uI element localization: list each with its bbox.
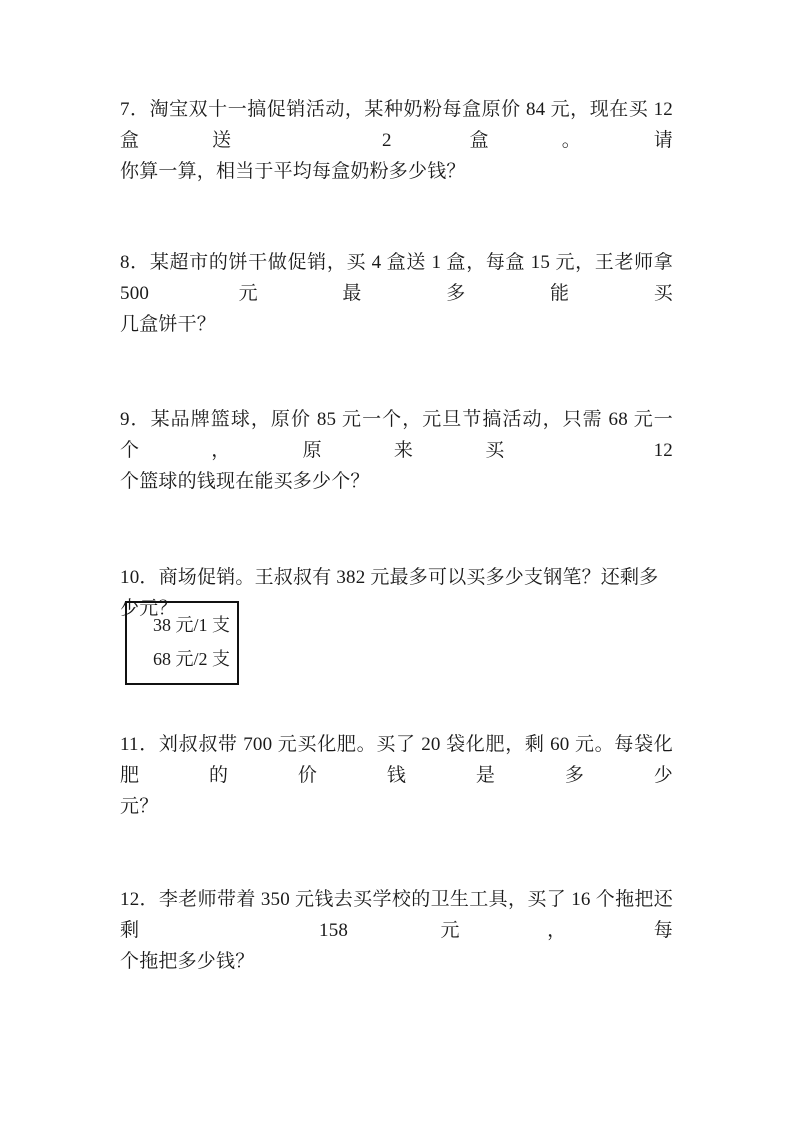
question-11-line-1: 11．刘叔叔带 700 元买化肥。买了 20 袋化肥，剩 60 元。每袋化肥的价钱是多少 [120,734,673,786]
price-box [125,601,239,685]
question-9-line-2: 个篮球的钱现在能买多少个？ [120,471,370,492]
question-8-line-1: 8．某超市的饼干做促销，买 4 盒送 1 盒，每盒 15 元，王老师拿 500 元最多能买 [120,252,673,304]
question-11 [120,729,673,822]
question-12-line-1: 12．李老师带着 350 元钱去买学校的卫生工具，买了 16 个拖把还剩 158 元，每 [120,889,673,941]
question-12 [120,884,673,977]
question-7 [120,94,673,187]
question-8-line-2: 几盒饼干？ [120,314,217,335]
price-box-line-2: 68 元/2 支 [153,649,231,669]
question-12-line-2: 个拖把多少钱？ [120,951,255,972]
question-10-line-1: 10．商场促销。王叔叔有 382 元最多可以买多少支钢笔？还剩多少元？ [120,567,659,619]
question-9-line-1: 9．某品牌篮球，原价 85 元一个，元旦节搞活动，只需 68 元一个，原来买 12 [120,409,673,461]
question-7-line-2: 你算一算，相当于平均每盒奶粉多少钱？ [120,161,466,182]
price-box-line-1: 38 元/1 支 [153,615,231,635]
question-11-line-2: 元？ [120,796,159,817]
question-9 [120,404,673,497]
question-8 [120,247,673,340]
question-7-line-1: 7．淘宝双十一搞促销活动，某种奶粉每盒原价 84 元，现在买 12 盒送 2 盒。请 [120,99,673,151]
